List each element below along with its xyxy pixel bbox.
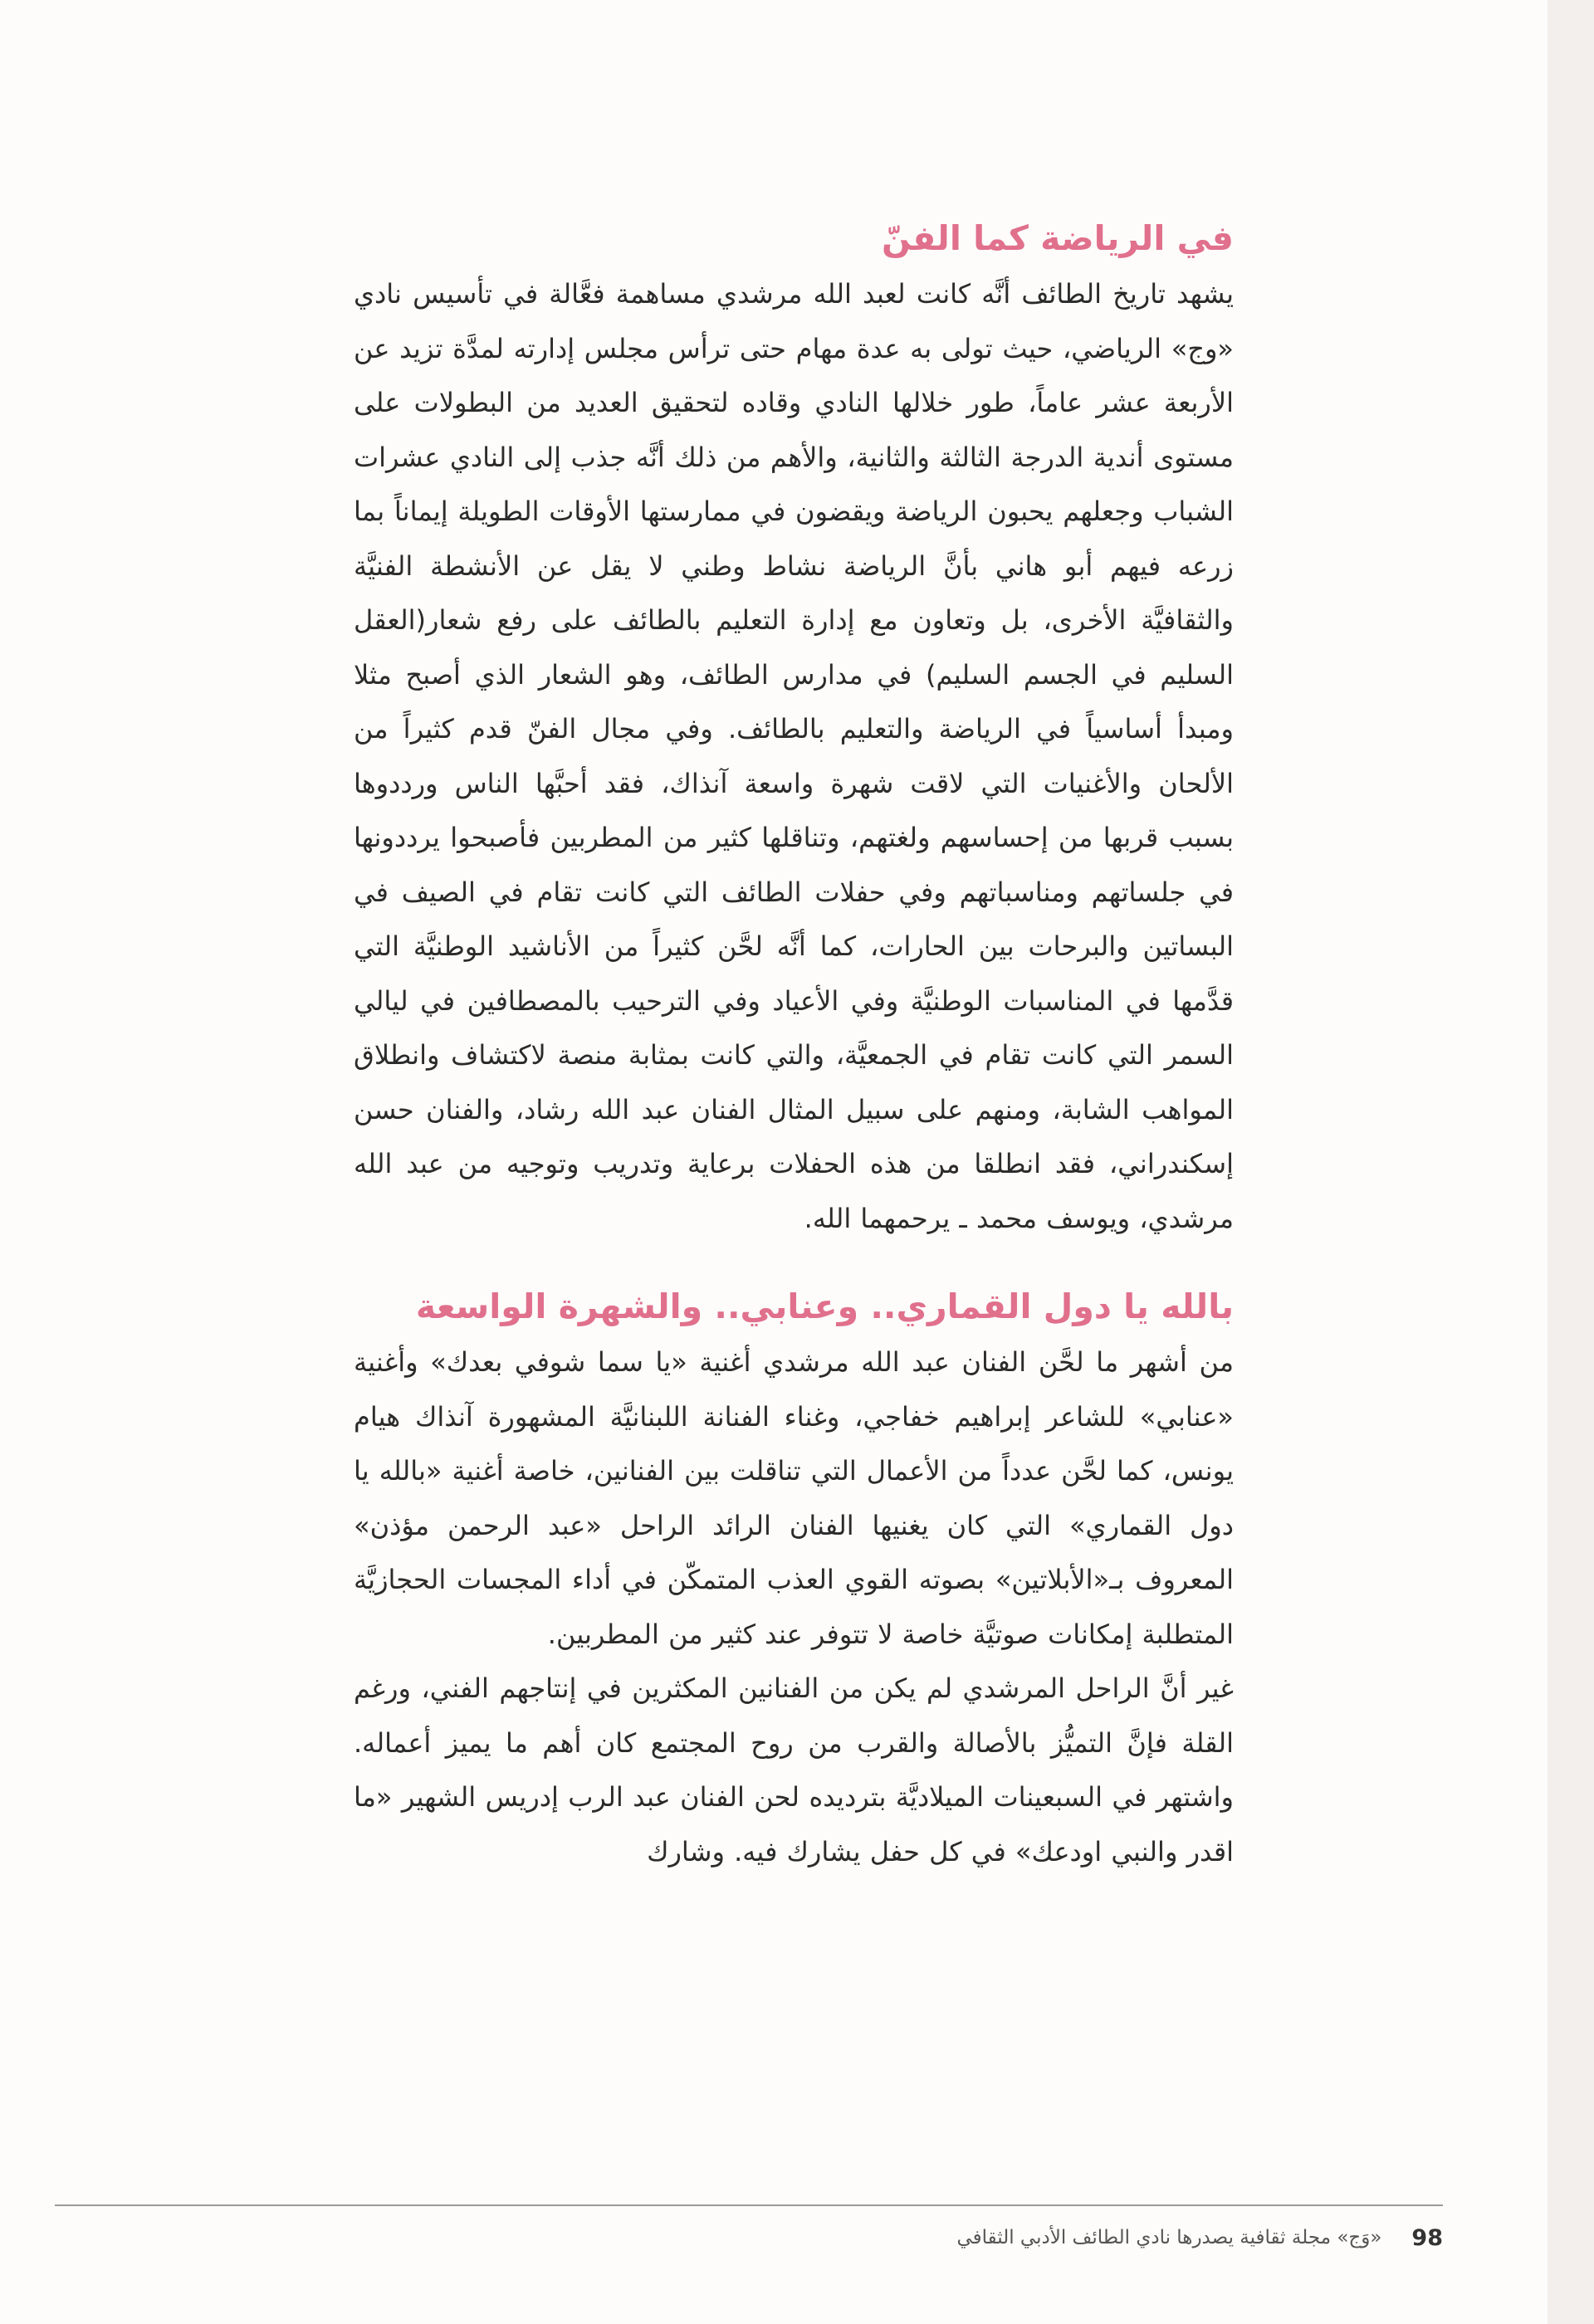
article-body	[354, 214, 1234, 1879]
footer-divider	[55, 2204, 1443, 2206]
page-number: 98	[1411, 2224, 1443, 2251]
page-footer	[55, 2219, 1443, 2256]
section-paragraph-songs-2: غير أنَّ الراحل المرشدي لم يكن من الفنانين المكثرين في إنتاجهم الفني، ورغم القلة فإنَّ التميُّز بالأصالة والقرب من روح المجتمع كان أهم ما يميز أعماله. واشتهر في السبعينات الميلاديَّة بترديده لحن الفنان عبد الرب إدريس الشهير «ما اقدر والنبي اودعك» في كل حفل يشارك فيه. وشارك	[354, 1672, 1234, 1868]
section-heading-sports-art: في الرياضة كما الفنّ	[882, 218, 1234, 258]
magazine-caption: «وَج» مجلة ثقافية يصدرها نادي الطائف الأدبي الثقافي	[956, 2227, 1382, 2248]
section-paragraph-songs-1: من أشهر ما لحَّن الفنان عبد الله مرشدي أغنية «يا سما شوفي بعدك» وأغنية «عنابي» للشاعر إبراهيم خفاجي، وغناء الفنانة اللبنانيَّة المشهورة آنذاك هيام يونس، كما لحَّن عدداً من الأعمال التي تناقلت بين الفنانين، خاصة أغنية «بالله يا دول القماري» التي كان يغنيها الفنان الرائد الراحل «عبد الرحمن مؤذن» المعروف بـ«الأبلاتين» بصوته القوي العذب المتمكّن في أداء المجسات الحجازيَّة المتطلبة إمكانات صوتيَّة خاصة لا تتوفر عند كثير من المطربين.	[354, 1346, 1234, 1650]
section-paragraph-sports-art: يشهد تاريخ الطائف أنَّه كانت لعبد الله مرشدي مساهمة فعَّالة في تأسيس نادي «وج» الرياضي، حيث تولى به عدة مهام حتى ترأس مجلس إدارته لمدَّة تزيد عن الأربعة عشر عاماً، طور خلالها النادي وقاده لتحقيق العديد من البطولات على مستوى أندية الدرجة الثالثة والثانية، والأهم من ذلك أنَّه جذب إلى النادي عشرات الشباب وجعلهم يحبون الرياضة ويقضون في ممارستها الأوقات الطويلة إيماناً بما زرعه فيهم أبو هاني بأنَّ الرياضة نشاط وطني لا يقل عن الأنشطة الفنيَّة والثقافيَّة الأخرى، بل وتعاون مع إدارة التعليم بالطائف على رفع شعار(العقل السليم في الجسم السليم) في مدارس الطائف، وهو الشعار الذي أصبح مثلا ومبدأ أساسياً في الرياضة والتعليم بالطائف. وفي مجال الفنّ قدم كثيراً من الألحان والأغنيات التي لاقت شهرة واسعة آنذاك، فقد أحبَّها الناس ورددوها بسبب قربها من إحساسهم ولغتهم، وتناقلها كثير من المطربين فأصبحوا يرددونها في جلساتهم ومناسباتهم وفي حفلات الطائف التي كانت تقام في الصيف في البساتين والبرحات بين الحارات، كما أنَّه لحَّن كثيراً من الأناشيد الوطنيَّة التي قدَّمها في المناسبات الوطنيَّة وفي الأعياد وفي الترحيب بالمصطافين في ليالي السمر التي كانت تقام في الجمعيَّة، والتي كانت بمثابة منصة لاكتشاف وانطلاق المواهب الشابة، ومنهم على سبيل المثال الفنان عبد الله رشاد، والفنان حسن إسكندراني، فقد انطلقا من هذه الحفلات برعاية وتدريب وتوجيه من عبد الله مرشدي، ويوسف محمد ـ يرحمهما الله.	[354, 278, 1234, 1234]
section-heading-songs-fame: بالله يا دول القماري.. وعنابي.. والشهرة الواسعة	[415, 1286, 1234, 1326]
page-edge-strip	[1548, 0, 1594, 2324]
